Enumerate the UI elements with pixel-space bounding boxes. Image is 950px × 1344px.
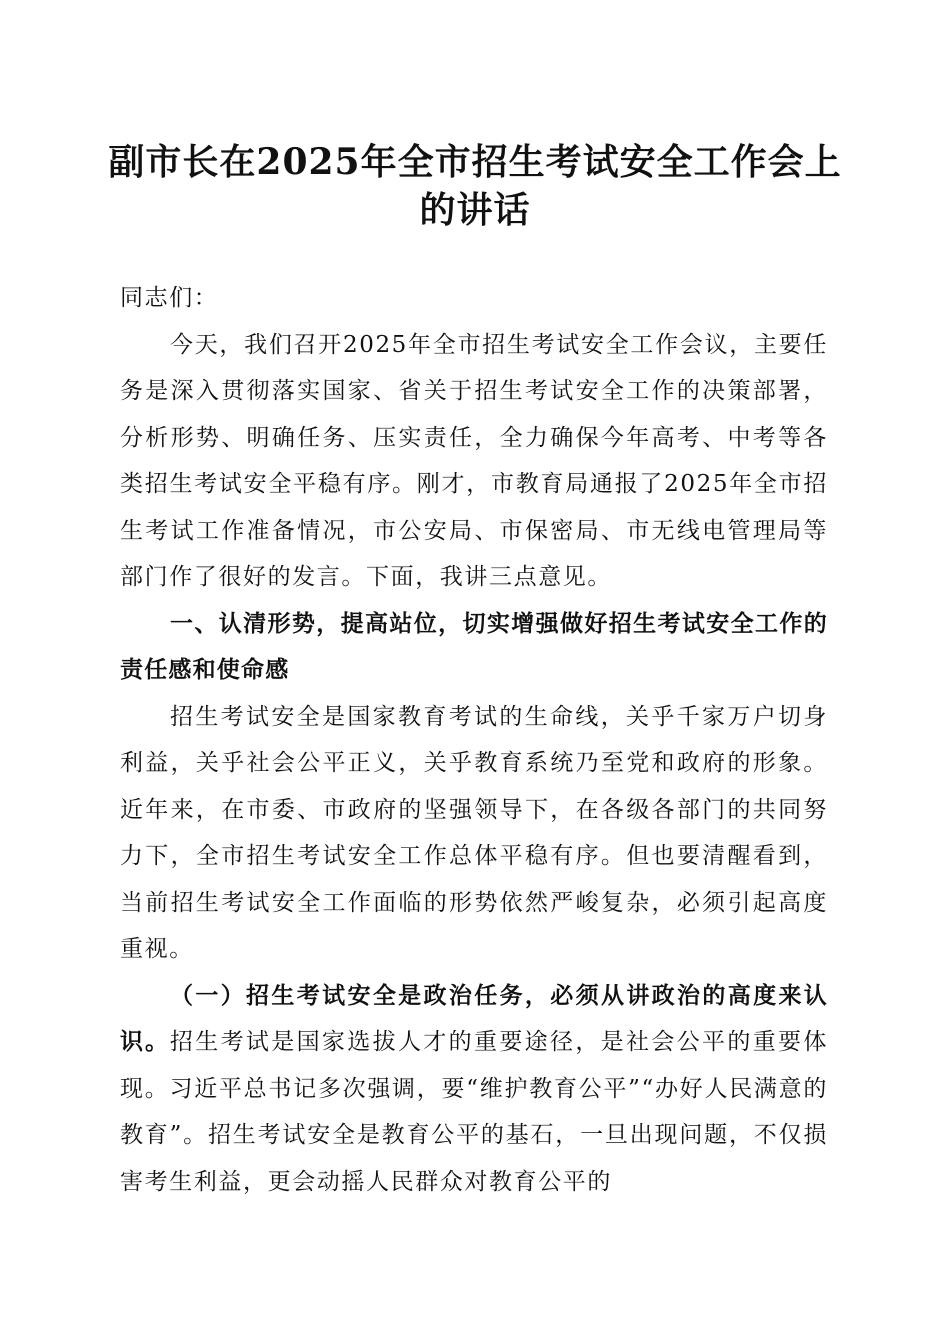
subsection-1-heading: （一）招生考试安全是政治任务，必须从讲政治的高度来认识。	[120, 981, 828, 1055]
subsection-1-paragraph	[120, 973, 828, 1206]
section-1-heading: 一、认清形势，提高站位，切实增强做好招生考试安全工作的责任感和使命感	[120, 610, 828, 683]
salutation: 同志们：	[120, 285, 219, 311]
intro-paragraph: 今天，我们召开2025年全市招生考试安全工作会议，主要任务是深入贯彻落实国家、省关于招生考试安全工作的决策部署，分析形势、明确任务、压实责任，全力确保今年高考、中考等各类招生考试安全平稳有序。刚才，市教育局通报了2025年全市招生考试工作准备情况，市公安局、市保密局、市无线电管理局等部门作了很好的发言。下面，我讲三点意见。	[120, 331, 828, 590]
section-1-paragraph: 招生考试安全是国家教育考试的生命线，关乎千家万户切身利益，关乎社会公平正义，关乎教育系统乃至党和政府的形象。近年来，在市委、市政府的坚强领导下，在各级各部门的共同努力下，全市招生考试安全工作总体平稳有序。但也要清醒看到，当前招生考试安全工作面临的形势依然严峻复杂，必须引起高度重视。	[120, 703, 828, 962]
subsection-1-body: 招生考试是国家选拔人才的重要途径，是社会公平的重要体现。习近平总书记多次强调，要“维护教育公平”“办好人民满意的教育”。招生考试安全是教育公平的基石，一旦出现问题，不仅损害考生利益，更会动摇人民群众对教育公平的	[120, 1029, 828, 1195]
document-title: 副市长在2025年全市招生考试安全工作会上的讲话	[108, 141, 842, 231]
document-body	[120, 275, 828, 1205]
